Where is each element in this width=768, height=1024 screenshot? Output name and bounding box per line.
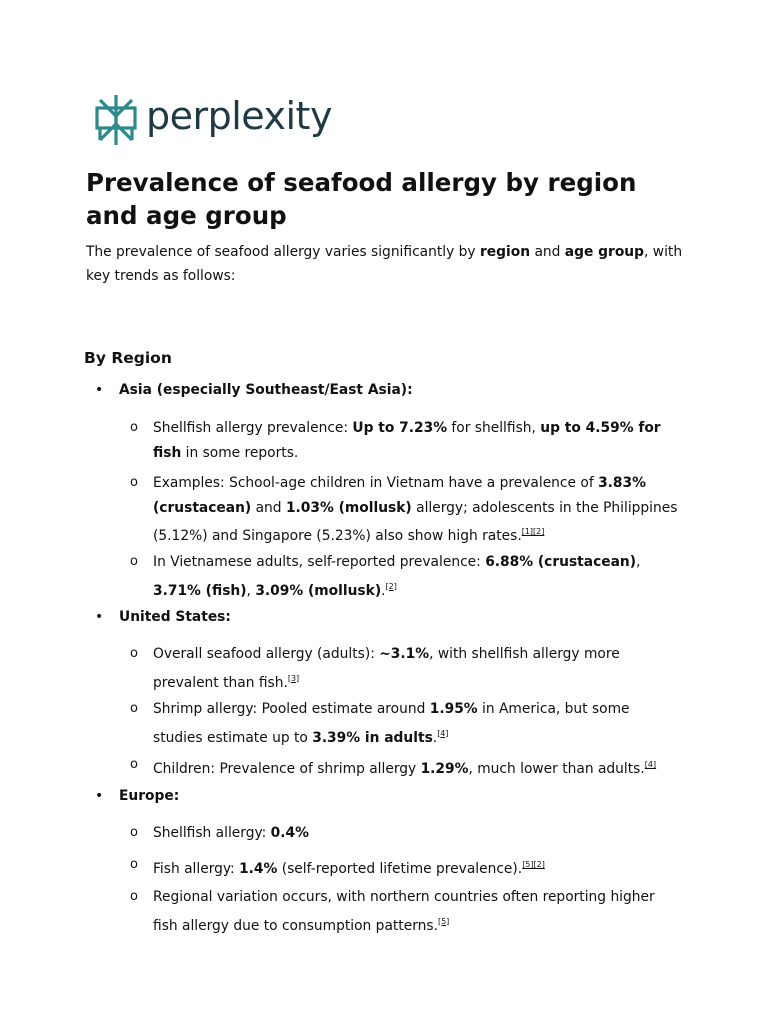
logo-wordmark: perplexity <box>146 94 332 138</box>
section-heading: By Region <box>84 349 172 367</box>
bullet-icon: • <box>95 788 104 804</box>
list-item: Children: Prevalence of shrimp allergy 1.29%, much lower than adults.[4] <box>153 760 657 777</box>
sub-bullet-icon: o <box>130 857 138 872</box>
region-label-asia: Asia (especially Southeast/East Asia): <box>119 382 413 398</box>
sub-bullet-icon: o <box>130 825 138 840</box>
citation-link[interactable]: [1][2] <box>521 527 545 536</box>
intro-bold-region: region <box>479 244 531 260</box>
citation-link[interactable]: [4] <box>437 728 449 738</box>
list-item: Overall seafood allergy (adults): ~3.1%, with shellfish allergy more prevalent than fish.[3] <box>153 646 620 691</box>
page-title: Prevalence of seafood allergy by region and age group <box>86 168 637 230</box>
bullet-icon: • <box>95 609 104 625</box>
intro-text-1: The prevalence of seafood allergy varies significantly by <box>86 244 480 260</box>
list-item: Regional variation occurs, with northern countries often reporting higher fish allergy due to consumption patterns.[5] <box>153 889 655 934</box>
list-item: Shellfish allergy: 0.4% <box>153 825 309 841</box>
sub-bullet-icon: o <box>130 889 138 904</box>
sub-bullet-icon: o <box>130 420 138 435</box>
sub-bullet-icon: o <box>130 701 138 716</box>
list-item: Fish allergy: 1.4% (self-reported lifetime prevalence).[5][2] <box>153 860 545 877</box>
intro-bold-age-group: age group <box>564 244 645 260</box>
region-label-europe: Europe: <box>119 788 180 804</box>
citation-link[interactable]: [3] <box>287 673 300 683</box>
citation-link[interactable]: [4] <box>644 760 657 769</box>
citation-link[interactable]: [2] <box>385 581 397 591</box>
sub-bullet-icon: o <box>130 554 138 569</box>
intro-text-2: and <box>530 244 565 260</box>
sub-bullet-icon: o <box>130 475 138 490</box>
sub-bullet-icon: o <box>130 646 138 661</box>
citation-link[interactable]: [5][2] <box>522 860 545 869</box>
intro-text-3: , with key trends as follows: <box>86 244 683 284</box>
list-item: Shellfish allergy prevalence: Up to 7.23% for shellfish, up to 4.59% for fish in some reports. <box>153 420 661 461</box>
list-item: Examples: School-age children in Vietnam have a prevalence of 3.83% (crustacean) and 1.03% (mollusk) allergy; adolescents in the Philippines (5.12%) and Singapore (5.23%) also show high rates.[1][2] <box>153 475 678 544</box>
intro-paragraph <box>86 240 686 288</box>
list-item: In Vietnamese adults, self-reported prevalence: 6.88% (crustacean), 3.71% (fish), 3.09% (mollusk).[2] <box>153 554 641 599</box>
citation-link[interactable]: [5] <box>437 916 450 926</box>
perplexity-logo <box>95 94 332 146</box>
region-label-united-states: United States: <box>119 609 231 625</box>
perplexity-logo-icon <box>95 94 137 146</box>
bullet-icon: • <box>95 382 104 398</box>
sub-bullet-icon: o <box>130 757 138 772</box>
list-item: Shrimp allergy: Pooled estimate around 1.95% in America, but some studies estimate up to 3.39% in adults.[4] <box>153 701 630 746</box>
